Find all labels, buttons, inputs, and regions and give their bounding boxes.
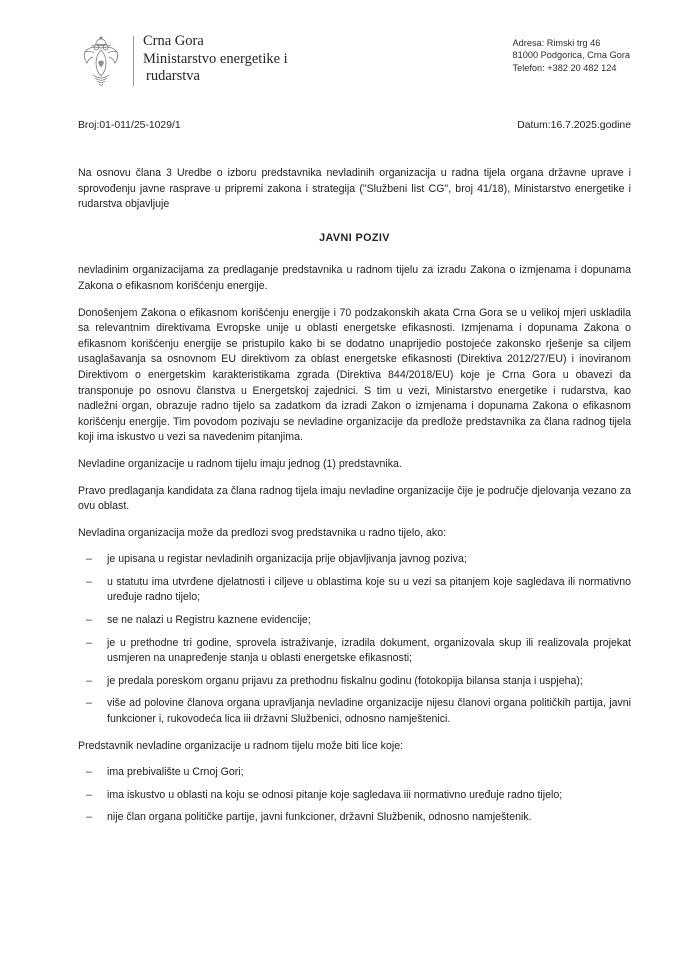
document-body [78,166,631,837]
dash-marker-icon: – [86,766,92,779]
brand-divider [133,36,134,86]
rep-conditions-list [78,765,631,826]
dash-marker-icon: – [86,697,92,710]
proposal-right-paragraph: Pravo predlaganja kandidata za člana radnog tijela imaju nevladine organizacije čije je područje djelovanja vezano za ovu oblast. [78,484,631,513]
document-meta [78,120,631,131]
list-item [78,765,631,781]
coat-of-arms-icon [78,34,124,92]
one-representative-paragraph: Nevladine organizacije u radnom tijelu imaju jednog (1) predstavnika. [78,457,402,470]
list-item [78,636,631,667]
list-item-text: u statutu ima utvrđene djelatnosti i ciljeve u oblastima koje su u vezi sa pitanjem koje sagledava ili normativno uređuje radno tijelo; [107,575,631,604]
org-conditions-list [78,552,631,727]
list-item-text: nije član organa političke partije, javni funkcioner, državni Službenik, odnosno namještenik. [107,811,532,824]
page-title: JAVNI POZIV [319,231,390,244]
address-city: 81000 Podgorica, Crna Gora [512,50,630,61]
list-item-text: se ne nalazi u Registru kaznene evidencije; [107,614,311,627]
list-item [78,575,631,606]
list-item [78,788,631,804]
ministry-name [143,32,288,86]
country-name: Crna Gora [143,33,204,49]
list-item [78,696,631,727]
list-item-text: je predala poreskom organu prijavu za prethodnu fiskalnu godinu (fotokopija bilansa stanja i uspjeha); [107,674,583,687]
address-block [513,32,630,74]
document-date: Datum:16.7.2025.godine [517,120,631,131]
ministry-line-1: Ministarstvo energetike i [143,50,288,67]
list-item-text: je u prethodne tri godine, sprovela istraživanje, izradila dokument, organizovala skup ili realizovala projekat usmjeren na unapređenje stanja u oblasti energetske efikasnosti; [107,636,631,665]
ministry-branding [78,32,288,92]
list-item-text: ima prebivalište u Crnoj Gori; [107,766,244,779]
org-conditions-lead: Nevladina organizacija može da predlozi svog predstavnika u radno tijelo, ako: [78,526,447,539]
reference-number: Broj:01-011/25-1029/1 [78,120,181,131]
list-item [78,810,631,826]
list-item [78,552,631,568]
list-item-text: je upisana u registar nevladinih organizacija prije objavljivanja javnog poziva; [107,553,467,566]
address-street: Adresa: Rimski trg 46 [512,38,601,48]
dash-marker-icon: – [86,553,92,566]
list-item [78,613,631,629]
list-item-text: ima iskustvo u oblasti na koju se odnosi pitanje koje sagledava iii normativno uređuje radno tijelo; [107,788,563,801]
dash-marker-icon: – [86,788,92,801]
list-item-text: više ad polovine članova organa upravljanja nevladine organizacije nijesu članovi organa političkih partija, javni funkcioner i, rukovodeća lica iii državni Službenici, odnosno namještenici. [107,697,631,726]
main-paragraph: Donošenjem Zakona o efikasnom korišćenju energije i 70 podzakonskih akata Crna Gora se u velikoj mjeri uskladila sa relevantnim direktivama Evropske unije u oblasti energetske efikasnosti. Izmjenama i dopunama Zakona o efikasnom korišćenju energije se pristupilo kako bi se dodatno unaprijedio postojeće zakonsko rješenje sa ciljem usaglašavanja sa osnovnom EU direktivom za oblast energetske efikasnosti (Direktiva 2012/27/EU) i inoviranom Direktivom o energetskim karakteristikama zgrada (Direktiva 844/2018/EU) koje je Crna Gora u obavezi da transponuje po osnovu članstva u Energetskoj zajednici. S tim u vezi, Ministarstvo energetike i rudarstva, kao nadležni organ, obrazuje radno tijelo sa zadatkom da izradi Zakon o izmjenama i dopunama Zakona o efikasnom korišćenju energije. Tim povodom pozivaju se nevladine organizacije da predlože predstavnika za člana radnog tijela koji ima iskustvo u vezi sa navedenim pitanjima. [78,306,631,444]
dash-marker-icon: – [86,811,92,824]
dash-marker-icon: – [86,636,92,649]
dash-marker-icon: – [86,674,92,687]
document-header [0,0,679,92]
dash-marker-icon: – [86,614,92,627]
address-phone: Telefon: +382 20 482 124 [512,62,617,73]
rep-conditions-lead: Predstavnik nevladine organizacije u radnom tijelu može biti lice koje: [78,739,404,752]
intro-paragraph: Na osnovu člana 3 Uredbe o izboru predstavnika nevladinih organizacija u radna tijela organa državne uprave i sprovođenju javne rasprave u pripremi zakona i strategija ("Službeni list CG", broj 41/18), Ministarstvo energetike i rudarstva objavljuje [78,167,631,211]
dash-marker-icon: – [86,575,92,588]
ministry-line-2: rudarstva [146,68,200,84]
subtitle-paragraph: nevladinim organizacijama za predlaganje predstavnika u radnom tijelu za izradu Zakona o izmjenama i dopunama Zakona o efikasnom korišćenju energije. [78,264,631,292]
list-item [78,674,631,690]
